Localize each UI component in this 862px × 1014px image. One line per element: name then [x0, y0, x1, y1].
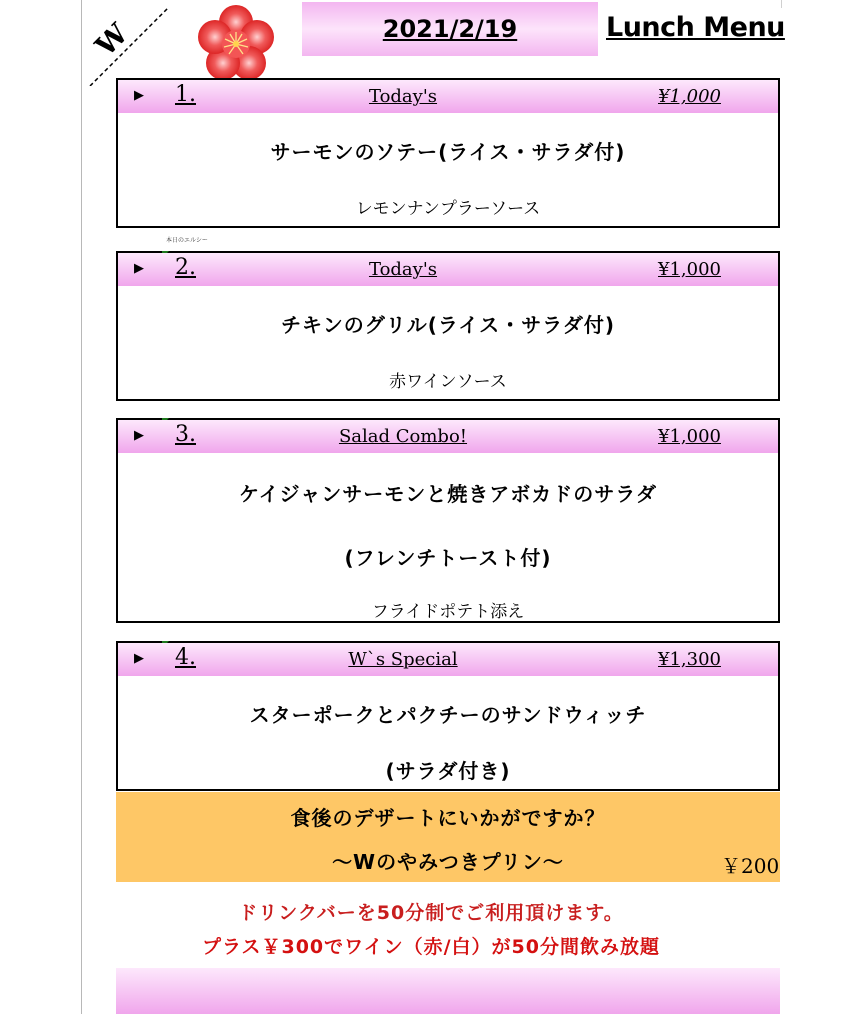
triangle-bullet-icon: ▶: [134, 88, 144, 103]
date-banner: [302, 2, 598, 56]
menu-item-3: [116, 418, 780, 623]
menu-category: W`s Special: [348, 649, 458, 670]
triangle-bullet-icon: ▶: [134, 261, 144, 276]
triangle-bullet-icon: ▶: [134, 651, 144, 666]
menu-number: 4.: [175, 645, 196, 670]
menu-category: Salad Combo!: [338, 426, 468, 447]
menu-item-header: [118, 643, 778, 676]
menu-number: 3.: [175, 422, 196, 447]
menu-price: ¥1,000: [658, 259, 721, 280]
menu-item-4: [116, 641, 780, 791]
menu-date: 2021/2/19: [382, 15, 518, 43]
plum-flower-icon: [195, 4, 277, 82]
dish-name: サーモンのソテー(ライス・サラダ付): [270, 140, 626, 164]
menu-item-1: [116, 78, 780, 228]
menu-item-header: [118, 253, 778, 286]
dish-subtitle: (サラダ付き): [385, 759, 511, 783]
svg-text:W: W: [88, 16, 135, 63]
sheet-left-border: [81, 0, 82, 1014]
dish-name: チキンのグリル(ライス・サラダ付): [280, 313, 616, 337]
dessert-price: ￥200: [721, 854, 780, 878]
menu-item-header: [118, 420, 778, 453]
sheet-right-border: [781, 0, 782, 8]
wine-offer-info: プラス￥300でワイン（赤/白）が50分間飲み放題: [202, 936, 660, 958]
dish-name: ケイジャンサーモンと焼きアボカドのサラダ: [239, 482, 657, 506]
dessert-question: 食後のデザートにいかがですか？: [290, 806, 606, 830]
dish-sauce: 赤ワインソース: [389, 372, 507, 392]
menu-item-header: [118, 80, 778, 113]
menu-number: 1.: [175, 82, 196, 107]
dessert-name: ～Wのやみつきプリン～: [332, 850, 564, 874]
dish-subtitle: (フレンチトースト付): [344, 546, 552, 570]
small-note: 本日のエルシー: [166, 237, 208, 244]
menu-price: ¥1,000: [658, 86, 721, 107]
dish-name: スターポークとパクチーのサンドウィッチ: [249, 703, 647, 727]
menu-item-2: [116, 251, 780, 401]
dessert-banner: [116, 792, 780, 882]
triangle-bullet-icon: ▶: [134, 428, 144, 443]
dish-sauce: フライドポテト添え: [371, 602, 525, 622]
w-logo-icon: [88, 6, 168, 86]
menu-number: 2.: [175, 255, 196, 280]
footer-bar: [116, 968, 780, 1014]
menu-price: ¥1,300: [658, 649, 721, 670]
menu-category: Today's: [368, 259, 438, 280]
menu-category: Today's: [368, 86, 438, 107]
drink-bar-info: ドリンクバーを50分制でご利用頂けます。: [238, 902, 624, 924]
menu-price: ¥1,000: [658, 426, 721, 447]
dish-sauce: レモンナンプラーソース: [355, 199, 541, 219]
page-title: Lunch Menu: [606, 12, 785, 43]
